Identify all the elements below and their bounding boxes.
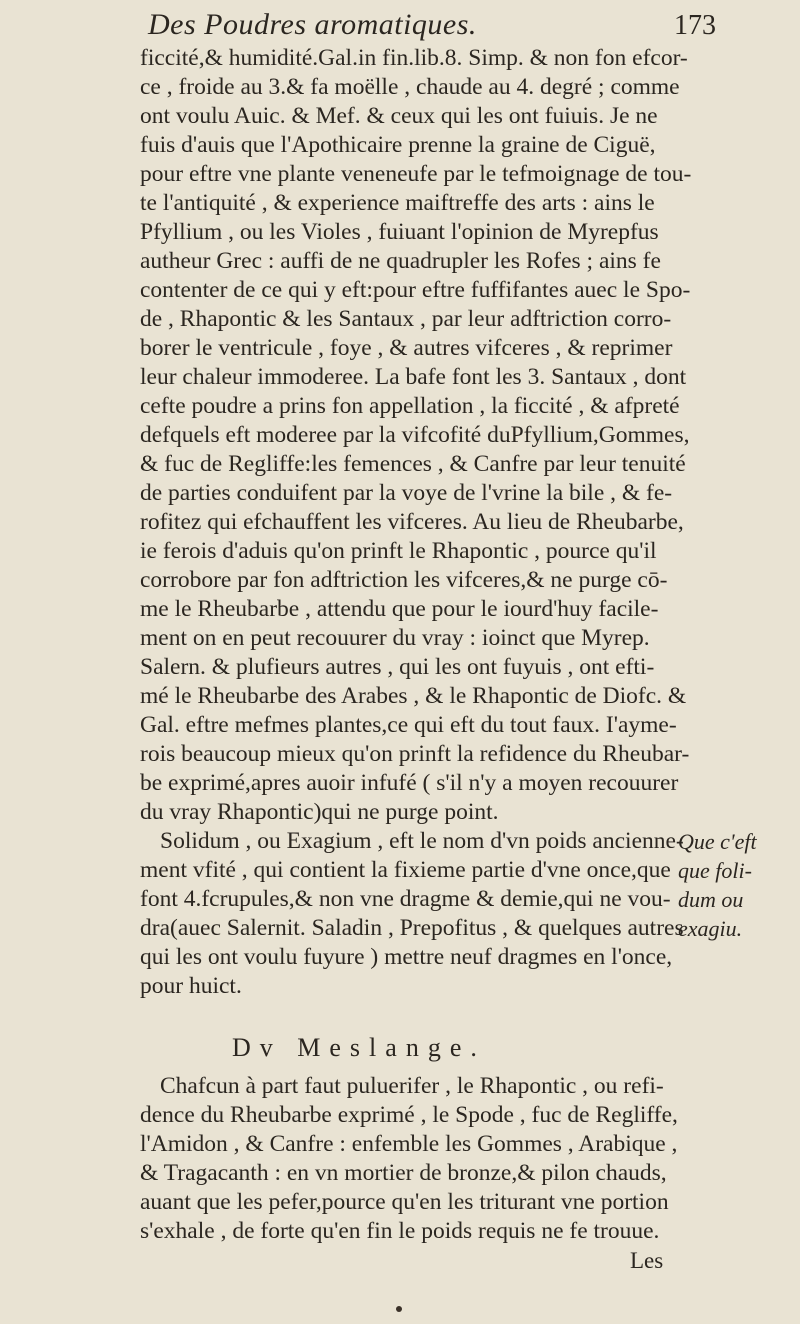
text-line: ment vfité , qui contient la fixieme partie d'vne once,que: [140, 857, 671, 883]
text-line: ficcité,& humidité.Gal.in fin.lib.8. Simp. & non fon efcor-: [140, 45, 688, 71]
text-line: borer le ventricule , foye , & autres vifceres , & reprimer: [140, 335, 673, 361]
text-line: font 4.fcrupules,& non vne dragme & demie,qui ne vou-: [140, 886, 671, 912]
text-line: auant que les pefer,pource qu'en les triturant vne portion: [140, 1189, 669, 1215]
ink-speck: [396, 1306, 402, 1312]
text-line: dence du Rheubarbe exprimé , le Spode , fuc de Regliffe,: [140, 1102, 678, 1128]
text-line: ment on en peut recouurer du vray : ioinct que Myrep.: [140, 625, 650, 651]
text-line: corrobore par fon adftriction les vifceres,& ne purge cō-: [140, 567, 668, 593]
text-line: ce , froide au 3.& fa moëlle , chaude au 4. degré ; comme: [140, 74, 680, 100]
text-line: de , Rhapontic & les Santaux , par leur adftriction corro-: [140, 306, 672, 332]
text-line: mé le Rheubarbe des Arabes , & le Rhapontic de Diofc. &: [140, 683, 687, 709]
text-line: autheur Grec : auffi de ne quadrupler les Rofes ; ains fe: [140, 248, 661, 274]
text-line: Chafcun à part faut puluerifer , le Rhapontic , ou refi-: [160, 1073, 664, 1099]
text-line: Salern. & plufieurs autres , qui les ont fuyuis , ont efti-: [140, 654, 655, 680]
text-line: ie ferois d'aduis qu'on prinft le Rhapontic , pource qu'il: [140, 538, 657, 564]
section-heading: Dv Meslange.: [232, 1033, 486, 1062]
text-line: leur chaleur immoderee. La bafe font les 3. Santaux , dont: [140, 364, 687, 390]
text-line: ont voulu Auic. & Mef. & ceux qui les ont fuiuis. Je ne: [140, 103, 658, 129]
text-line: s'exhale , de forte qu'en fin le poids requis ne fe trouue.: [140, 1218, 660, 1244]
text-line: defquels eft moderee par la vifcofité duPfyllium,Gommes,: [140, 422, 690, 448]
text-line: rois beaucoup mieux qu'on prinft la refidence du Rheubar-: [140, 741, 690, 767]
margin-note: Que c'eft: [678, 829, 757, 854]
text-line: & fuc de Regliffe:les femences , & Canfre par leur tenuité: [140, 451, 686, 477]
text-line: pour eftre vne plante veneneufe par le tefmoignage de tou-: [140, 161, 692, 187]
text-line: me le Rheubarbe , attendu que pour le iourd'huy facile-: [140, 596, 659, 622]
text-line: Pfyllium , ou les Violes , fuiuant l'opinion de Myrepfus: [140, 219, 659, 245]
text-line: l'Amidon , & Canfre : enfemble les Gommes , Arabique ,: [140, 1131, 678, 1157]
text-line: Gal. eftre mefmes plantes,ce qui eft du tout faux. I'ayme-: [140, 712, 677, 738]
running-title: Des Poudres aromatiques.: [148, 8, 477, 41]
running-head: [0, 0, 800, 46]
margin-note: exagiu.: [678, 916, 743, 941]
text-line: dra(auec Salernit. Saladin , Prepofitus , & quelques autres: [140, 915, 684, 941]
text-line: rofitez qui efchauffent les vifceres. Au lieu de Rheubarbe,: [140, 509, 684, 535]
text-line: fuis d'auis que l'Apothicaire prenne la graine de Ciguë,: [140, 132, 656, 158]
text-line: contenter de ce qui y eft:pour eftre fuffifantes auec le Spo-: [140, 277, 691, 303]
text-line: cefte poudre a prins fon appellation , la ficcité , & afpreté: [140, 393, 680, 419]
text-line: du vray Rhapontic)qui ne purge point.: [140, 799, 499, 825]
margin-note: que foli-: [678, 858, 752, 883]
text-line: de parties conduifent par la voye de l'vrine la bile , & fe-: [140, 480, 673, 506]
margin-note: dum ou: [678, 887, 744, 912]
catchword: Les: [630, 1248, 664, 1273]
text-line: Solidum , ou Exagium , eft le nom d'vn poids ancienne-: [160, 828, 684, 854]
text-line: te l'antiquité , & experience maiftreffe des arts : ains le: [140, 190, 655, 216]
text-line: qui les ont voulu fuyure ) mettre neuf dragmes en l'once,: [140, 944, 673, 970]
page-number: 173: [674, 10, 716, 41]
text-line: be exprimé,apres auoir infufé ( s'il n'y a moyen recouurer: [140, 770, 679, 796]
text-line: pour huict.: [140, 973, 242, 999]
text-line: & Tragacanth : en vn mortier de bronze,& pilon chauds,: [140, 1160, 667, 1186]
